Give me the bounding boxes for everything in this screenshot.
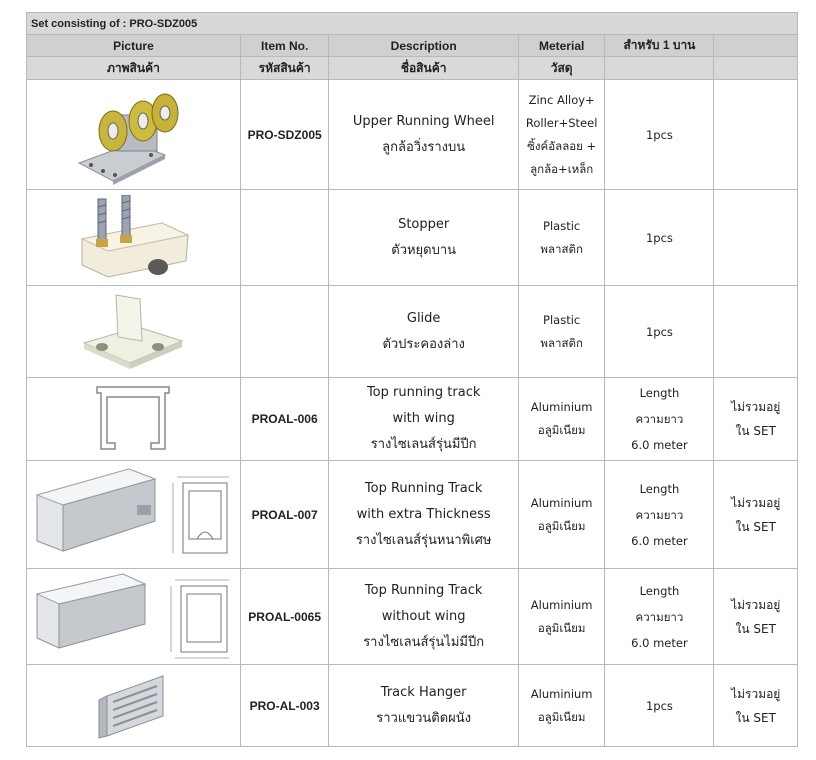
table-row (27, 569, 798, 665)
note (714, 286, 798, 378)
stopper-icon (68, 195, 198, 281)
material-line: อลูมิเนียม (537, 423, 586, 437)
header-note (714, 35, 798, 57)
item-no: PRO-AL-003 (240, 665, 329, 747)
quantity-line: ความยาว (635, 507, 684, 522)
material-line: อลูมิเนียม (537, 620, 586, 635)
description-line: with wing (392, 411, 455, 426)
quantity-line: 1pcs (645, 698, 673, 713)
description-line: ตัวประคองล่าง (382, 336, 465, 352)
header-picture-th: ภาพสินค้า (27, 57, 241, 80)
quantity-line: Length (639, 481, 680, 496)
quantity (605, 286, 714, 378)
quantity-line: 6.0 meter (631, 533, 688, 548)
quantity-line: ความยาว (635, 412, 684, 426)
header-item-no: Item No. (240, 35, 329, 57)
description-line: Top Running Track (364, 582, 483, 598)
description-line: ตัวหยุดบาน (391, 242, 457, 258)
description-line: รางไซเลนส์รุ่นไม่มีปีก (363, 634, 485, 650)
table-row (27, 461, 798, 569)
quantity-line: 1pcs (645, 127, 673, 142)
picture-cell (27, 378, 241, 461)
description (329, 461, 518, 569)
track-hanger-icon (93, 672, 173, 740)
track-no-wing-icon (33, 572, 233, 662)
set-title: Set consisting of : PRO-SDZ005 (27, 13, 798, 35)
table-row (27, 665, 798, 747)
quantity-line: 6.0 meter (631, 438, 688, 452)
description-line: without wing (381, 608, 466, 624)
header-item-no-th: รหัสสินค้า (240, 57, 329, 80)
material (518, 665, 605, 747)
material (518, 378, 605, 461)
material (518, 461, 605, 569)
note (714, 569, 798, 665)
table-row (27, 286, 798, 378)
quantity (605, 569, 714, 665)
note (714, 665, 798, 747)
material-line: Roller+Steel (525, 115, 598, 130)
material-line: Aluminium (530, 495, 593, 510)
table-row (27, 378, 798, 461)
quantity-line: Length (639, 386, 680, 400)
parts-table (26, 12, 798, 747)
header-description: Description (329, 35, 518, 57)
item-no: PROAL-007 (240, 461, 329, 569)
description (329, 190, 518, 286)
material-line: ซิ้งค์อัลลอย + (527, 138, 597, 153)
picture-cell (27, 569, 241, 665)
header-description-th: ชื่อสินค้า (329, 57, 518, 80)
material-line: Plastic (543, 312, 581, 327)
glide-icon (78, 291, 188, 373)
note-line: ไม่รวมอยู่ (731, 597, 781, 612)
quantity-line: 6.0 meter (631, 635, 688, 650)
picture-cell (27, 80, 241, 190)
description-line: รางไซเลนส์รุ่นหนาพิเศษ (355, 532, 492, 548)
material-line: Aluminium (530, 400, 593, 414)
quantity-line: 1pcs (645, 230, 673, 245)
quantity (605, 190, 714, 286)
note-line: ไม่รวมอยู่ (731, 400, 781, 414)
table-row (27, 80, 798, 190)
description (329, 286, 518, 378)
note (714, 190, 798, 286)
material-line: Aluminium (530, 686, 593, 701)
product-sheet (26, 12, 798, 747)
description (329, 665, 518, 747)
quantity (605, 665, 714, 747)
item-no: PRO-SDZ005 (240, 80, 329, 190)
material (518, 190, 605, 286)
header-picture: Picture (27, 35, 241, 57)
material-line: พลาสติก (540, 241, 583, 256)
track-profile-icon (93, 383, 173, 455)
thick-track-icon (33, 465, 233, 565)
running-wheel-icon (73, 85, 193, 185)
material-line: อลูมิเนียม (537, 709, 586, 724)
quantity-line: Length (639, 583, 680, 598)
quantity-line: 1pcs (645, 324, 673, 339)
note (714, 461, 798, 569)
item-no: PROAL-0065 (240, 569, 329, 665)
description-line: with extra Thickness (356, 506, 491, 522)
material-line: Aluminium (530, 597, 593, 612)
note-line: ใน SET (735, 621, 776, 636)
note (714, 378, 798, 461)
picture-cell (27, 461, 241, 569)
quantity (605, 80, 714, 190)
note (714, 80, 798, 190)
description-line: Stopper (398, 216, 450, 232)
description-line: ราวแขวนติดผนัง (376, 710, 472, 726)
material (518, 80, 605, 190)
header-note-th (714, 57, 798, 80)
description-line: Top running track (366, 385, 481, 400)
quantity-line: ความยาว (635, 609, 684, 624)
quantity (605, 378, 714, 461)
material (518, 569, 605, 665)
description-line: Upper Running Wheel (352, 113, 495, 129)
note-line: ใน SET (735, 424, 776, 438)
description-line: ลูกล้อวิ่งรางบน (382, 139, 466, 155)
material (518, 286, 605, 378)
material-line: พลาสติก (540, 335, 583, 350)
header-quantity-th (605, 57, 714, 80)
header-material: Meterial (518, 35, 605, 57)
note-line: ไม่รวมอยู่ (731, 495, 781, 510)
item-no (240, 286, 329, 378)
description (329, 569, 518, 665)
material-line: อลูมิเนียม (537, 518, 586, 533)
header-material-th: วัสดุ (518, 57, 605, 80)
description-line: Top Running Track (364, 480, 483, 496)
material-line: ลูกล้อ+เหล็ก (530, 161, 594, 176)
item-no (240, 190, 329, 286)
note-line: ไม่รวมอยู่ (731, 686, 781, 701)
description (329, 80, 518, 190)
description-line: Track Hanger (380, 684, 467, 700)
picture-cell (27, 665, 241, 747)
picture-cell (27, 286, 241, 378)
material-line: Zinc Alloy+ (528, 92, 595, 107)
picture-cell (27, 190, 241, 286)
item-no: PROAL-006 (240, 378, 329, 461)
description-line: Glide (406, 310, 441, 326)
quantity (605, 461, 714, 569)
table-row (27, 190, 798, 286)
description (329, 378, 518, 461)
description-line: รางไซเลนส์รุ่นมีปีก (370, 437, 477, 452)
note-line: ใน SET (735, 710, 776, 725)
header-quantity: สำหรับ 1 บาน (605, 35, 714, 57)
note-line: ใน SET (735, 519, 776, 534)
material-line: Plastic (543, 218, 581, 233)
